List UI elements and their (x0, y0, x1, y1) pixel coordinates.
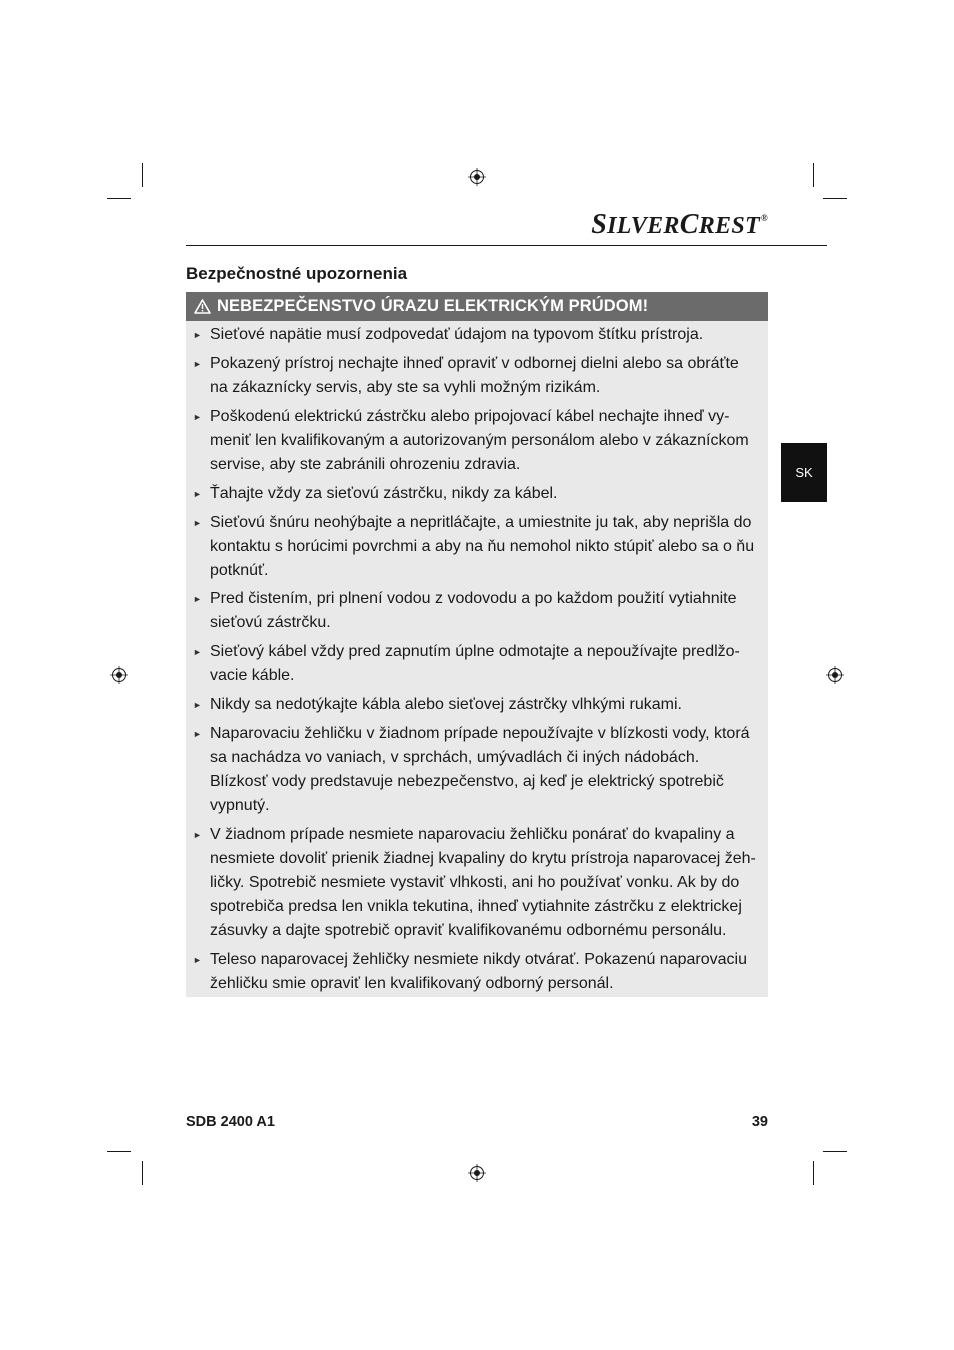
list-item: ► V žiadnom prípade nesmiete naparovaciu žehličku ponárať do kvapaliny a nesmiete dovoliť prienik žiadnej kvapaliny do krytu prístroja naparovacej žeh-ličky. Spotrebič nesmiete vystaviť vlhkosti, ani ho používať vonku. Ak by do spotrebiča predsa len vnikla tekutina, ihneď vytiahnite zástrčku z elektrickej zásuvky a dajte spotrebič opraviť kvalifikovanému odbornému personálu. (193, 823, 760, 943)
crop-mark (142, 1161, 143, 1185)
triangle-right-icon: ► (193, 729, 202, 740)
list-item: ► Sieťové napätie musí zodpovedať údajom na typovom štítku prístroja. (193, 323, 760, 347)
warning-list (186, 321, 768, 996)
warning-triangle-icon (194, 299, 211, 314)
crop-mark (813, 163, 814, 187)
footer-model: SDB 2400 A1 (186, 1114, 275, 1130)
registration-mark-icon (826, 666, 844, 684)
registration-mark-icon (468, 1164, 486, 1182)
list-item: ► Sieťovú šnúru neohýbajte a nepritláčajte, a umiestnite ju tak, aby neprišla do kontaktu s horúcimi povrchmi a aby na ňu nemohol nikto stúpiť alebo sa o ňu potknúť. (193, 511, 760, 583)
language-tab: SK (781, 443, 827, 502)
page-number: 39 (751, 1114, 768, 1130)
list-item: ► Ťahajte vždy za sieťovú zástrčku, nikdy za kábel. (193, 482, 760, 506)
list-item: ► Teleso naparovacej žehličky nesmiete nikdy otvárať. Pokazenú naparovaciu žehličku smie opraviť len kvalifikovaný odborný personál. (193, 948, 760, 996)
list-item: ► Nikdy sa nedotýkajte kábla alebo sieťovej zástrčky vlhkými rukami. (193, 693, 760, 717)
crop-mark (107, 198, 131, 199)
list-item: ► Sieťový kábel vždy pred zapnutím úplne odmotajte a nepoužívajte predlžo-vacie káble. (193, 640, 760, 688)
triangle-right-icon: ► (193, 954, 202, 965)
warning-box (186, 292, 768, 997)
triangle-right-icon: ► (193, 358, 202, 369)
triangle-right-icon: ► (193, 517, 202, 528)
registration-mark-icon (110, 666, 128, 684)
crop-mark (142, 163, 143, 187)
list-item: ► Pred čistením, pri plnení vodou z vodovodu a po každom použití vytiahnite sieťovú zástrčku. (193, 587, 760, 635)
crop-mark (823, 1151, 847, 1152)
brand-logo: SILVERCREST® (591, 209, 768, 240)
list-item: ► Naparovaciu žehličku v žiadnom prípade nepoužívajte v blízkosti vody, ktorá sa nachádza vo vaniach, v sprchách, umývadlách či iných nádobách. Blízkosť vody predstavuje nebezpečenstvo, aj keď je elektrický spotrebič vypnutý. (193, 722, 760, 818)
header-rule (186, 245, 827, 246)
crop-mark (813, 1161, 814, 1185)
triangle-right-icon: ► (193, 330, 202, 340)
triangle-right-icon: ► (193, 647, 202, 658)
triangle-right-icon: ► (193, 700, 202, 711)
crop-mark (107, 1151, 131, 1152)
triangle-right-icon: ► (193, 830, 202, 841)
section-title: Bezpečnostné upozornenia (186, 264, 408, 283)
registration-mark-icon (468, 168, 486, 186)
triangle-right-icon: ► (193, 594, 202, 605)
warning-title: NEBEZPEČENSTVO ÚRAZU ELEKTRICKÝM PRÚDOM! (217, 297, 649, 315)
warning-header (186, 292, 768, 321)
triangle-right-icon: ► (193, 488, 202, 499)
triangle-right-icon: ► (193, 411, 202, 422)
crop-mark (823, 198, 847, 199)
list-item: ► Pokazený prístroj nechajte ihneď opraviť v odbornej dielni alebo sa obráťte na zákaznícky servis, aby ste sa vyhli možným rizikám. (193, 352, 760, 400)
list-item: ► Poškodenú elektrickú zástrčku alebo pripojovací kábel nechajte ihneď vy-meniť len kvalifikovaným a autorizovaným personálom alebo v zákazníckom servise, aby ste zabránili ohrozeniu zdravia. (193, 405, 760, 477)
